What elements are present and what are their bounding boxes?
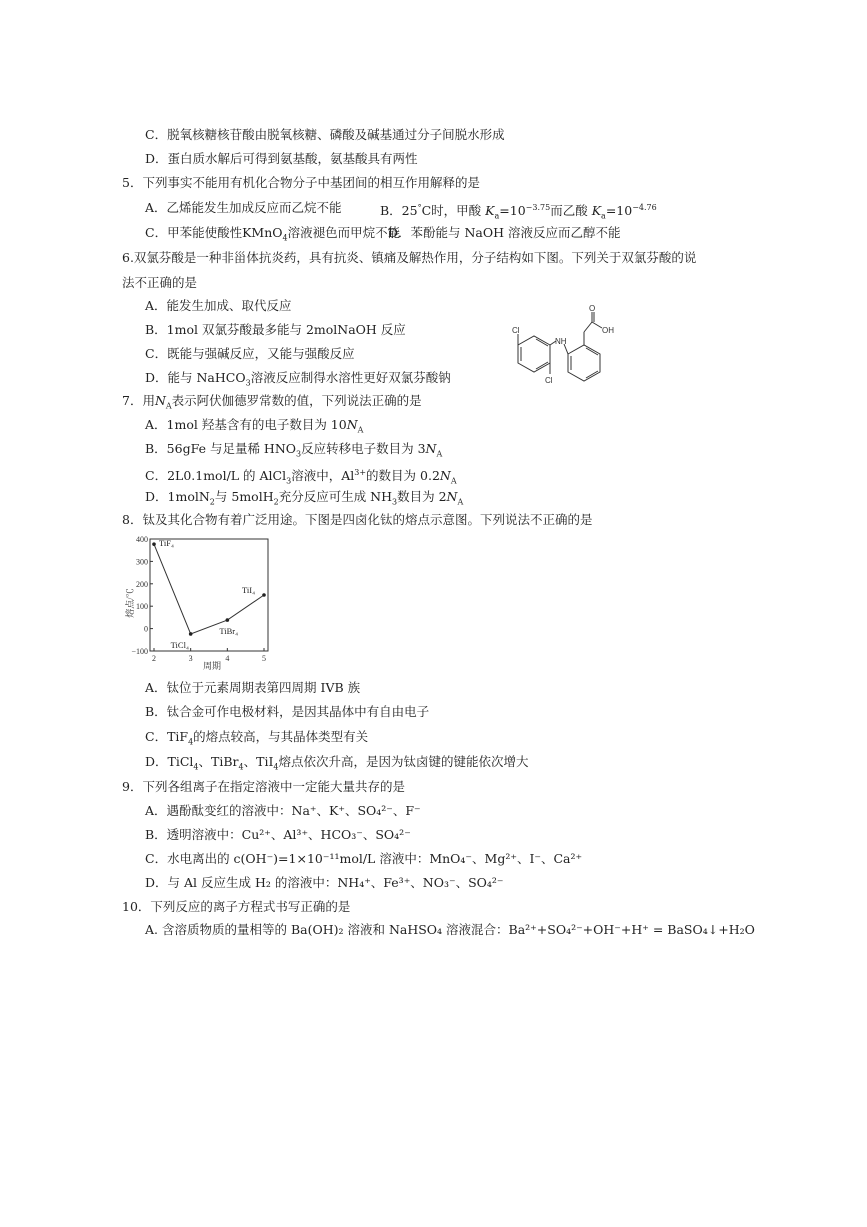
q5-option-c: C．甲苯能使酸性KMnO$_4$溶液褪色而甲烷不能 [145,225,401,243]
q7-stem: 7．用$N_A$表示阿伏伽德罗常数的值，下列说法正确的是 [122,393,422,411]
data-point [189,632,193,636]
y-tick-label: 300 [136,557,148,567]
x-tick-label: 3 [188,654,193,663]
point-label: TiBr₄ [219,626,239,637]
melting-point-chart [125,533,278,673]
y-tick-label: 200 [136,579,148,589]
q6-stem-line2: 法不正确的是 [122,275,198,290]
q8-option-c: C．TiF$_4$的熔点较高，与其晶体类型有关 [145,729,369,747]
data-point [262,593,266,597]
left-benzene-ring [518,336,550,372]
q6-stem-line1: 6.双氯芬酸是一种非甾体抗炎药，具有抗炎、镇痛及解热作用，分子结构如下图。下列关于双氯芬酸的说 [122,250,697,265]
q8-option-a: A．钛位于元素周期表第四周期 IVB 族 [145,680,361,695]
point-label: TiF₄ [159,538,174,549]
x-tick-label: 4 [225,654,230,663]
y-tick-label: 100 [136,602,148,612]
q9-option-b: B．透明溶液中：Cu²⁺、Al³⁺、HCO₃⁻、SO₄²⁻ [145,827,411,842]
q10-stem: 10．下列反应的离子方程式书写正确的是 [122,899,351,914]
q6-option-c: C．既能与强碱反应，又能与强酸反应 [145,346,355,361]
q4-option-d: D．蛋白质水解后可得到氨基酸，氨基酸具有两性 [145,151,418,166]
y-tick-label: 400 [136,535,148,544]
plot-frame [150,539,268,651]
q10-option-a: A. 含溶质物质的量相等的 Ba(OH)₂ 溶液和 NaHSO₄ 溶液混合：Ba²⁺+SO₄²⁻+OH⁻+H⁺ = BaSO₄↓+H₂O [145,922,755,937]
q8-option-d: D．TiCl$_4$、TiBr$_4$、TiI$_4$熔点依次升高，是因为钛卤键的键能依次增大 [145,754,529,772]
chlorine-label-1: Cl [512,326,520,335]
q7-option-a: A．1mol 羟基含有的电子数目为 $10N_A$ [145,417,364,435]
q6-option-d: D．能与 NaHCO$_3$溶液反应制得水溶性更好双氯芬酸钠 [145,370,451,388]
q6-option-b: B．1mol 双氯芬酸最多能与 2molNaOH 反应 [145,322,406,337]
q7-option-c: C．2L0.1mol/L 的 AlCl$_3$溶液中，$Al^{3+}$的数目为 $0.2N_A$ [145,468,457,486]
chlorine-label-2: Cl [545,376,553,385]
hydroxyl-label: OH [602,326,614,335]
q9-stem: 9．下列各组离子在指定溶液中一定能大量共存的是 [122,779,405,794]
point-label: TiCl₄ [170,639,189,650]
q4-option-c: C．脱氧核糖核苷酸由脱氧核糖、磷酸及碱基通过分子间脱水形成 [145,127,505,142]
q5-option-a: A．乙烯能发生加成反应而乙烷不能 [145,200,342,215]
data-point [152,542,156,546]
q8-option-b: B．钛合金可作电极材料，是因其晶体中有自由电子 [145,704,430,719]
q5-stem: 5．下列事实不能用有机化合物分子中基团间的相互作用解释的是 [122,175,480,190]
right-benzene-ring [568,345,600,381]
q6-option-a: A．能发生加成、取代反应 [145,298,292,313]
q7-option-d: D．1molN$_2$与 5molH$_2$充分反应可生成 $NH_3$数目为 $2N_A$ [145,489,464,507]
q8-stem: 8．钛及其化合物有着广泛用途。下图是四卤化钛的熔点示意图。下列说法不正确的是 [122,512,593,527]
q7-option-b: B．56gFe 与足量稀 $HNO_3$反应转移电子数目为 $3N_A$ [145,441,443,459]
q5-option-d: D．苯酚能与 NaOH 溶液反应而乙醇不能 [388,225,621,240]
q9-option-d: D．与 Al 反应生成 H₂ 的溶液中：NH₄⁺、Fe³⁺、NO₃⁻、SO₄²⁻ [145,875,504,890]
x-tick-label: 5 [262,654,266,663]
y-tick-label: 0 [144,624,148,634]
diclofenac-structure [498,300,638,390]
y-tick-label: −100 [131,647,148,656]
data-point [226,618,230,622]
nh-label: NH [555,337,567,346]
q9-option-a: A．遇酚酞变红的溶液中：Na⁺、K⁺、SO₄²⁻、F⁻ [145,803,421,818]
carbonyl-o-label: O [589,304,596,313]
q5-option-b: B．25°C时，甲酸 $K_a=10^{-3.75}$而乙酸 $K_a=10^{-4.76}$ [380,203,657,221]
x-tick-label: 2 [152,654,156,663]
x-axis-label: 周期 [202,661,222,671]
y-axis-label: 熔点/℃ [125,588,135,618]
q9-option-c: C．水电离出的 c(OH⁻)=1×10⁻¹¹mol/L 溶液中：MnO₄⁻、Mg²⁺、I⁻、Ca²⁺ [145,851,583,866]
point-label: TiI₄ [242,585,256,595]
